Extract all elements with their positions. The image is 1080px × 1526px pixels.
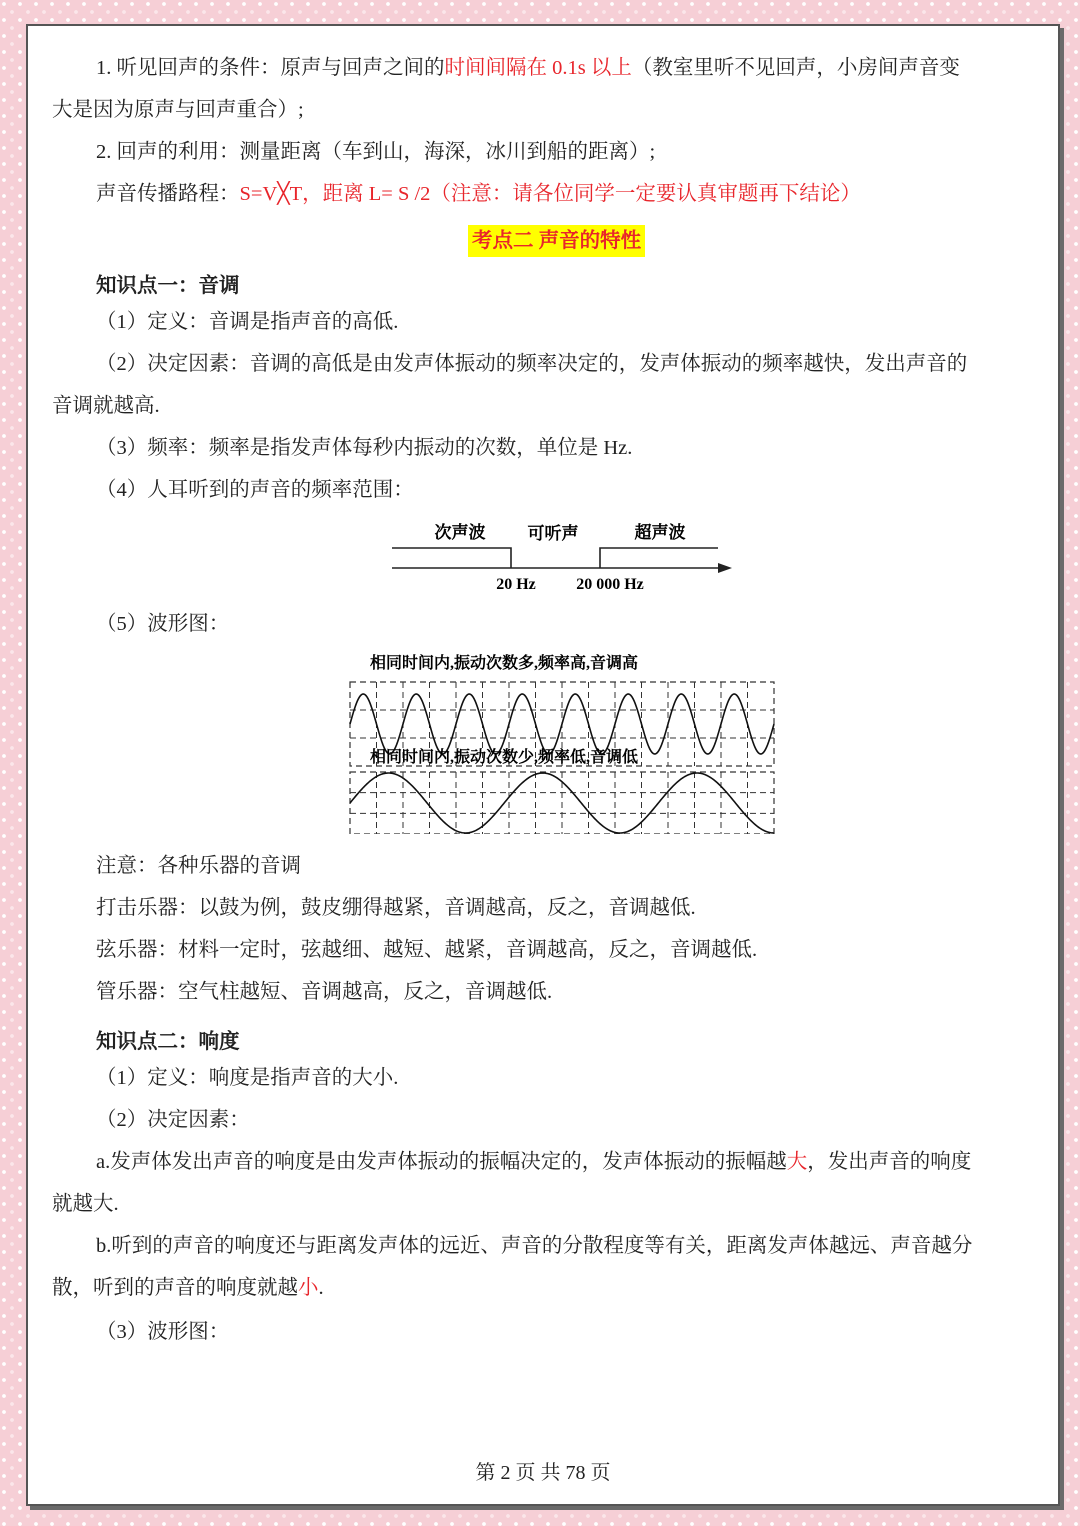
- loudness-factor-title: （2）决定因素：: [96, 1109, 250, 1131]
- highlight-text: 小: [298, 1277, 319, 1299]
- knowledge-point-2-title: 知识点二：响度: [96, 1031, 240, 1053]
- highlight-text: 大: [786, 1151, 808, 1173]
- percussion-note: 打击乐器：以鼓为例，鼓皮绷得越紧，音调越高，反之，音调越低.: [96, 897, 696, 919]
- audible-label: 可听声: [527, 524, 579, 543]
- axis-arrow-icon: [718, 563, 732, 573]
- text: 散，听到的声音的响度就越: [52, 1277, 298, 1299]
- high-frequency-caption: 相同时间内,振动次数多,频率高,音调高: [370, 655, 639, 672]
- formula-text: S=V╳T，距离 L= S /2（注意：请各位同学一定要认真审题再下结论）: [239, 183, 861, 205]
- text: a.发声体发出声音的响度是由发声体振动的振幅决定的，发声体振动的振幅越: [96, 1151, 787, 1173]
- text: 1. 听见回声的条件：原声与回声之间的: [96, 57, 445, 79]
- loudness-waveform-title: （3）波形图：: [96, 1321, 230, 1343]
- echo-condition-line: [96, 54, 960, 82]
- echo-condition-line-cont: 大是因为原声与回声重合）;: [52, 99, 304, 121]
- ultrasound-label: 超声波: [634, 523, 686, 542]
- frequency-definition: （3）频率：频率是指发声体每秒内振动的次数，单位是 Hz.: [96, 437, 633, 459]
- text: （教室里听不见回声，小房间声音变: [631, 57, 960, 79]
- infrasound-bracket: [392, 548, 511, 568]
- loudness-factor-a: [96, 1148, 971, 1176]
- pitch-factor-cont: 音调就越高.: [52, 395, 160, 417]
- low-frequency-caption: 相同时间内,振动次数少,频率低,音调低: [370, 749, 639, 766]
- echo-use-line: 2. 回声的利用：测量距离（车到山，海深，冰川到船的距离）;: [96, 141, 656, 163]
- document-page: [26, 24, 1060, 1506]
- wind-note: 管乐器：空气柱越短、音调越高，反之，音调越低.: [96, 981, 553, 1003]
- section-title: 考点二 声音的特性: [468, 225, 645, 257]
- page-number: 第 2 页 共 78 页: [475, 1462, 611, 1484]
- loudness-factor-a-cont: 就越大.: [52, 1193, 119, 1215]
- hearing-range-title: （4）人耳听到的声音的频率范围：: [96, 479, 414, 501]
- pitch-definition: （1）定义：音调是指声音的高低.: [96, 311, 399, 333]
- text: .: [318, 1277, 324, 1299]
- text: 声音传播路程：: [96, 183, 240, 205]
- highlight-text: 时间间隔在 0.1s 以上: [444, 57, 632, 79]
- infrasound-label: 次声波: [434, 523, 486, 542]
- low-limit-label: 20 Hz: [496, 576, 536, 593]
- waveform-diagram: [344, 648, 780, 834]
- high-limit-label: 20 000 Hz: [576, 576, 644, 593]
- loudness-factor-b: b.听到的声音的响度还与距离发声体的远近、声音的分散程度等有关，距离发声体越远、声音越分: [96, 1235, 973, 1257]
- instrument-note: 注意：各种乐器的音调: [96, 855, 301, 877]
- ultrasound-bracket: [600, 548, 718, 568]
- loudness-factor-b-cont: [52, 1274, 324, 1302]
- pitch-factor: （2）决定因素：音调的高低是由发声体振动的频率决定的，发声体振动的频率越快，发出声音的: [96, 353, 968, 375]
- string-note: 弦乐器：材料一定时，弦越细、越短、越紧，音调越高，反之，音调越低.: [96, 939, 758, 961]
- loudness-definition: （1）定义：响度是指声音的大小.: [96, 1067, 399, 1089]
- frequency-range-diagram: [388, 516, 738, 596]
- knowledge-point-1-title: 知识点一：音调: [96, 275, 240, 297]
- waveform-title: （5）波形图：: [96, 613, 230, 635]
- text: ，发出声音的响度: [807, 1151, 972, 1173]
- sound-path-line: [96, 180, 861, 208]
